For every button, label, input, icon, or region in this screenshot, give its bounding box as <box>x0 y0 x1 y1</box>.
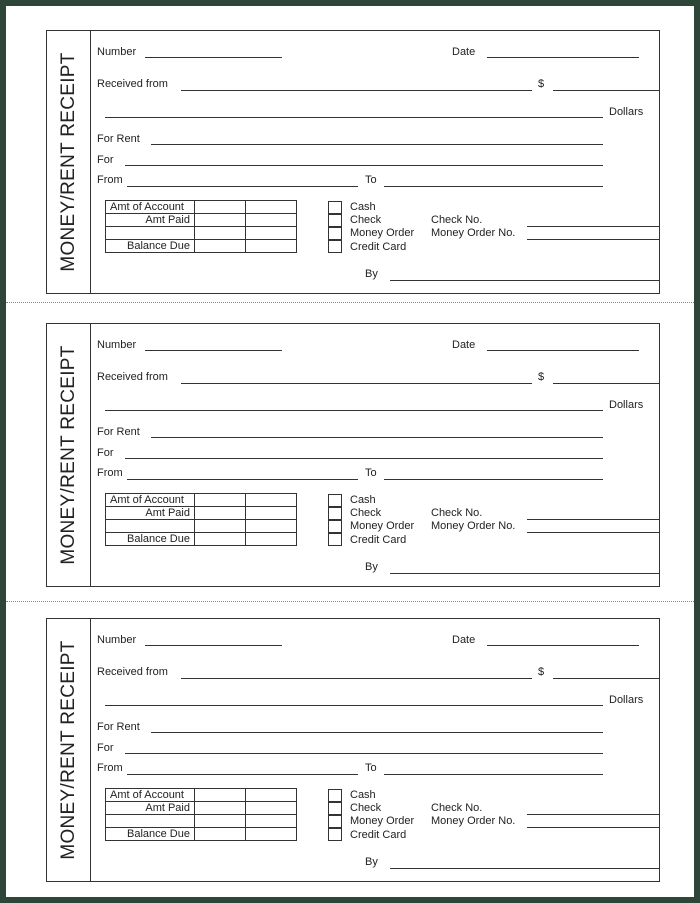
by-label: By <box>365 268 378 280</box>
date-label: Date <box>452 634 476 646</box>
blank-row-label <box>106 815 195 828</box>
number-field[interactable] <box>145 645 282 646</box>
money-order-no-label: Money Order No. <box>431 815 516 827</box>
cash-label: Cash <box>350 789 376 801</box>
credit-card-label: Credit Card <box>350 534 407 546</box>
dollar-sign: $ <box>538 666 545 678</box>
amount-cell[interactable] <box>246 507 297 520</box>
received-from-label: Received from <box>97 666 168 678</box>
for-rent-field[interactable] <box>151 732 603 733</box>
date-label: Date <box>452 46 476 58</box>
amt-paid-label: Amt Paid <box>106 214 195 227</box>
amount-cell[interactable] <box>195 494 246 507</box>
to-field[interactable] <box>384 479 603 480</box>
for-rent-label: For Rent <box>97 133 140 145</box>
number-field[interactable] <box>145 57 282 58</box>
amount-cell[interactable] <box>195 201 246 214</box>
from-label: From <box>97 174 123 186</box>
to-label: To <box>365 762 377 774</box>
amount-cell[interactable] <box>195 507 246 520</box>
cash-checkbox[interactable] <box>328 201 342 214</box>
amount-cell[interactable] <box>195 520 246 533</box>
cut-line <box>6 302 694 303</box>
dollars-written-field[interactable] <box>105 117 603 118</box>
money-order-checkbox[interactable] <box>328 520 342 533</box>
amount-cell[interactable] <box>246 227 297 240</box>
check-no-label: Check No. <box>431 802 483 814</box>
for-field[interactable] <box>125 458 603 459</box>
check-no-field[interactable] <box>527 814 660 815</box>
amt-paid-label: Amt Paid <box>106 507 195 520</box>
dollars-written-field[interactable] <box>105 705 603 706</box>
receipt-title: MONEY/RENT RECEIPT <box>58 640 79 860</box>
money-order-no-label: Money Order No. <box>431 520 516 532</box>
money-order-label: Money Order <box>350 227 415 239</box>
to-field[interactable] <box>384 774 603 775</box>
for-label: For <box>97 447 114 459</box>
check-label: Check <box>350 802 382 814</box>
blank-row-label <box>106 227 195 240</box>
dollar-sign: $ <box>538 371 545 383</box>
number-label: Number <box>97 339 137 351</box>
check-label: Check <box>350 214 382 226</box>
amount-cell[interactable] <box>195 214 246 227</box>
amount-cell[interactable] <box>246 828 297 841</box>
credit-card-label: Credit Card <box>350 829 407 841</box>
for-rent-label: For Rent <box>97 426 140 438</box>
cut-line <box>6 601 694 602</box>
money-order-label: Money Order <box>350 815 415 827</box>
credit-card-checkbox[interactable] <box>328 533 342 546</box>
amount-cell[interactable] <box>246 201 297 214</box>
cash-checkbox[interactable] <box>328 789 342 802</box>
credit-card-checkbox[interactable] <box>328 240 342 253</box>
credit-card-checkbox[interactable] <box>328 828 342 841</box>
received-from-field[interactable] <box>181 678 532 679</box>
dollars-label: Dollars <box>609 694 644 706</box>
for-rent-field[interactable] <box>151 437 603 438</box>
received-from-label: Received from <box>97 78 168 90</box>
by-label: By <box>365 856 378 868</box>
receipt-sheet <box>6 6 694 897</box>
cash-label: Cash <box>350 201 376 213</box>
credit-card-label: Credit Card <box>350 241 407 253</box>
number-field[interactable] <box>145 350 282 351</box>
amount-cell[interactable] <box>195 227 246 240</box>
check-checkbox[interactable] <box>328 802 342 815</box>
amount-table <box>105 200 297 253</box>
amount-field[interactable] <box>553 678 660 679</box>
for-label: For <box>97 742 114 754</box>
for-rent-field[interactable] <box>151 144 603 145</box>
from-label: From <box>97 762 123 774</box>
receipt-side-panel <box>47 324 91 586</box>
receipt-title: MONEY/RENT RECEIPT <box>58 345 79 565</box>
from-label: From <box>97 467 123 479</box>
to-label: To <box>365 467 377 479</box>
amount-cell[interactable] <box>195 828 246 841</box>
by-label: By <box>365 561 378 573</box>
from-field[interactable] <box>127 479 358 480</box>
check-no-label: Check No. <box>431 507 483 519</box>
dollars-label: Dollars <box>609 399 644 411</box>
by-signature-field[interactable] <box>390 573 660 574</box>
to-label: To <box>365 174 377 186</box>
amount-table <box>105 493 297 546</box>
money-order-no-label: Money Order No. <box>431 227 516 239</box>
check-checkbox[interactable] <box>328 214 342 227</box>
date-field[interactable] <box>487 645 639 646</box>
check-no-field[interactable] <box>527 226 660 227</box>
money-order-checkbox[interactable] <box>328 815 342 828</box>
dollar-sign: $ <box>538 78 545 90</box>
to-field[interactable] <box>384 186 603 187</box>
amount-cell[interactable] <box>246 214 297 227</box>
dollars-written-field[interactable] <box>105 410 603 411</box>
amount-cell[interactable] <box>195 815 246 828</box>
amount-cell[interactable] <box>195 240 246 253</box>
number-label: Number <box>97 46 137 58</box>
from-field[interactable] <box>127 186 358 187</box>
balance-due-label: Balance Due <box>106 533 195 546</box>
receipt-2 <box>46 323 660 587</box>
received-from-field[interactable] <box>181 90 532 91</box>
from-field[interactable] <box>127 774 358 775</box>
receipt-side-panel <box>47 619 91 881</box>
check-label: Check <box>350 507 382 519</box>
receipt-1 <box>46 30 660 294</box>
amount-cell[interactable] <box>246 533 297 546</box>
cash-label: Cash <box>350 494 376 506</box>
for-field[interactable] <box>125 753 603 754</box>
money-order-label: Money Order <box>350 520 415 532</box>
amount-cell[interactable] <box>195 533 246 546</box>
for-rent-label: For Rent <box>97 721 140 733</box>
money-order-no-field[interactable] <box>527 532 660 533</box>
amount-cell[interactable] <box>246 789 297 802</box>
amt-of-account-label: Amt of Account <box>106 789 195 802</box>
for-label: For <box>97 154 114 166</box>
amount-field[interactable] <box>553 383 660 384</box>
amt-of-account-label: Amt of Account <box>106 201 195 214</box>
receipt-side-panel <box>47 31 91 293</box>
dollars-label: Dollars <box>609 106 644 118</box>
amount-table <box>105 788 297 841</box>
received-from-field[interactable] <box>181 383 532 384</box>
received-from-label: Received from <box>97 371 168 383</box>
balance-due-label: Balance Due <box>106 828 195 841</box>
amount-cell[interactable] <box>246 240 297 253</box>
amount-cell[interactable] <box>246 802 297 815</box>
amount-cell[interactable] <box>195 789 246 802</box>
check-no-label: Check No. <box>431 214 483 226</box>
amount-cell[interactable] <box>246 815 297 828</box>
for-field[interactable] <box>125 165 603 166</box>
date-label: Date <box>452 339 476 351</box>
amount-cell[interactable] <box>246 494 297 507</box>
by-signature-field[interactable] <box>390 868 660 869</box>
balance-due-label: Balance Due <box>106 240 195 253</box>
money-order-no-field[interactable] <box>527 239 660 240</box>
by-signature-field[interactable] <box>390 280 660 281</box>
receipt-3 <box>46 618 660 882</box>
amount-cell[interactable] <box>195 802 246 815</box>
amount-cell[interactable] <box>246 520 297 533</box>
cash-checkbox[interactable] <box>328 494 342 507</box>
check-no-field[interactable] <box>527 519 660 520</box>
amt-paid-label: Amt Paid <box>106 802 195 815</box>
check-checkbox[interactable] <box>328 507 342 520</box>
money-order-checkbox[interactable] <box>328 227 342 240</box>
number-label: Number <box>97 634 137 646</box>
amt-of-account-label: Amt of Account <box>106 494 195 507</box>
date-field[interactable] <box>487 350 639 351</box>
date-field[interactable] <box>487 57 639 58</box>
blank-row-label <box>106 520 195 533</box>
amount-field[interactable] <box>553 90 660 91</box>
money-order-no-field[interactable] <box>527 827 660 828</box>
receipt-title: MONEY/RENT RECEIPT <box>58 52 79 272</box>
